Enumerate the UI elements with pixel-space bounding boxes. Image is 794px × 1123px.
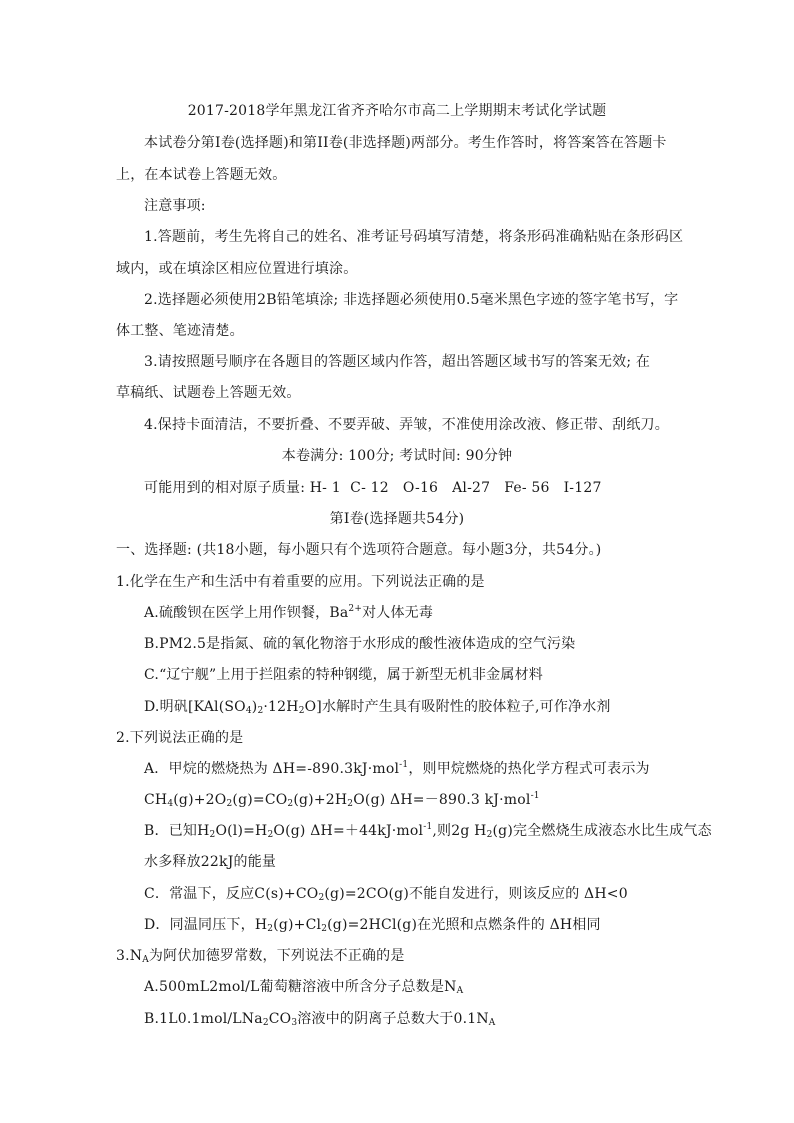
notice-1-line-1: 1.答题前，考生先将自己的姓名、准考证号码填写清楚，将条形码准确粘贴在条形码区: [144, 229, 684, 245]
question-1-option-c: C.“辽宁舰”上用于拦阻索的特种钢缆，属于新型无机非金属材料: [144, 667, 543, 683]
intro-line-1: 本试卷分第Ⅰ卷(选择题)和第II卷(非选择题)两部分。考生作答时，将答案答在答题卡: [144, 135, 667, 151]
notice-heading: 注意事项:: [144, 198, 206, 214]
question-2-option-c: C．常温下，反应$C(s)+CO_2(g)=2CO(g)$不能自发进行，则该反应的 ΔH<0: [144, 886, 628, 903]
notice-3-line-1: 3.请按照题号顺序在各题目的答题区域内作答，超出答题区域书写的答案无效; 在: [144, 354, 651, 370]
section-1-heading: 第Ⅰ卷(选择题共54分): [329, 511, 465, 527]
relative-atomic-mass: 可能用到的相对原子质量: H- 1 C- 12 O-16 Al-27 Fe- 56 I-127: [144, 480, 602, 496]
question-3-stem: $3.N_A$为阿伏加德罗常数，下列说法不正确的是: [116, 948, 405, 965]
part-1-heading: 一、选择题: (共18小题，每小题只有个选项符合题意。每小题3分，共54分。): [116, 542, 602, 558]
doc-title: 2017-2018学年黑龙江省齐齐哈尔市高二上学期期末考试化学试题: [187, 103, 607, 119]
question-1-option-d: D.明矾$[KAl(SO_4)_2\cdot 12H_2O]$水解时产生具有吸附性的胶体粒子,可作净水剂: [144, 699, 611, 716]
question-3-option-b: $B.1L0.1mol/LNa_2CO_3$溶液中的阴离子总数大于$0.1N_A$: [144, 1011, 496, 1028]
score-and-time: 本卷满分: 100分; 考试时间: 90分钟: [281, 448, 513, 464]
question-3-option-a: A.500mL2mol/L葡萄糖溶液中所含分子总数是$N_A$: [144, 979, 464, 996]
question-2-stem: 2.下列说法正确的是: [116, 730, 244, 746]
notice-2-line-1: 2.选择题必须使用2B铅笔填涂; 非选择题必须使用0.5毫米黑色字迹的签字笔书写，字: [144, 292, 679, 308]
question-1-option-a: A.硫酸钡在医学上用作钡餐，$Ba^{2+}$对人体无毒: [144, 604, 434, 621]
notice-3-line-2: 草稿纸、试题卷上答题无效。: [116, 385, 301, 401]
question-2-option-b-line-2: 水多释放22kJ的能量: [144, 854, 277, 870]
question-1-stem: 1.化学在生产和生活中有着重要的应用。下列说法正确的是: [116, 574, 485, 590]
notice-1-line-2: 域内，或在填涂区相应位置进行填涂。: [116, 261, 358, 277]
intro-line-2: 上，在本试卷上答题无效。: [116, 167, 287, 183]
question-2-option-a-line-1: A．甲烷的燃烧热为 ΔH=-890.3kJ·mol$^{-1}$，则甲烷燃烧的热化学方程式可表示为: [144, 760, 650, 777]
question-1-option-b: B.PM2.5是指氮、硫的氧化物溶于水形成的酸性液体造成的空气污染: [144, 636, 576, 652]
question-2-option-a-line-2: $CH_4(g)+2O_2(g)=CO_2(g)+2H_2O(g)$ ΔH=－890.3 kJ·mol$^{-1}$: [144, 791, 540, 809]
question-2-option-b-line-1: B．已知$H_2O(l)=H_2O(g)$ ΔH=＋44kJ·mol$^{-1}$,则2g $H_2(g)$完全燃烧生成液态水比生成气态: [144, 822, 712, 840]
notice-4: 4.保持卡面清洁，不要折叠、不要弄破、弄皱，不准使用涂改液、修正带、刮纸刀。: [144, 417, 669, 433]
question-2-option-d: D．同温同压下，$H_2(g)+Cl_2(g)=2HCl(g)$在光照和点燃条件的 ΔH相同: [144, 917, 601, 934]
notice-2-line-2: 体工整、笔迹清楚。: [116, 323, 244, 339]
